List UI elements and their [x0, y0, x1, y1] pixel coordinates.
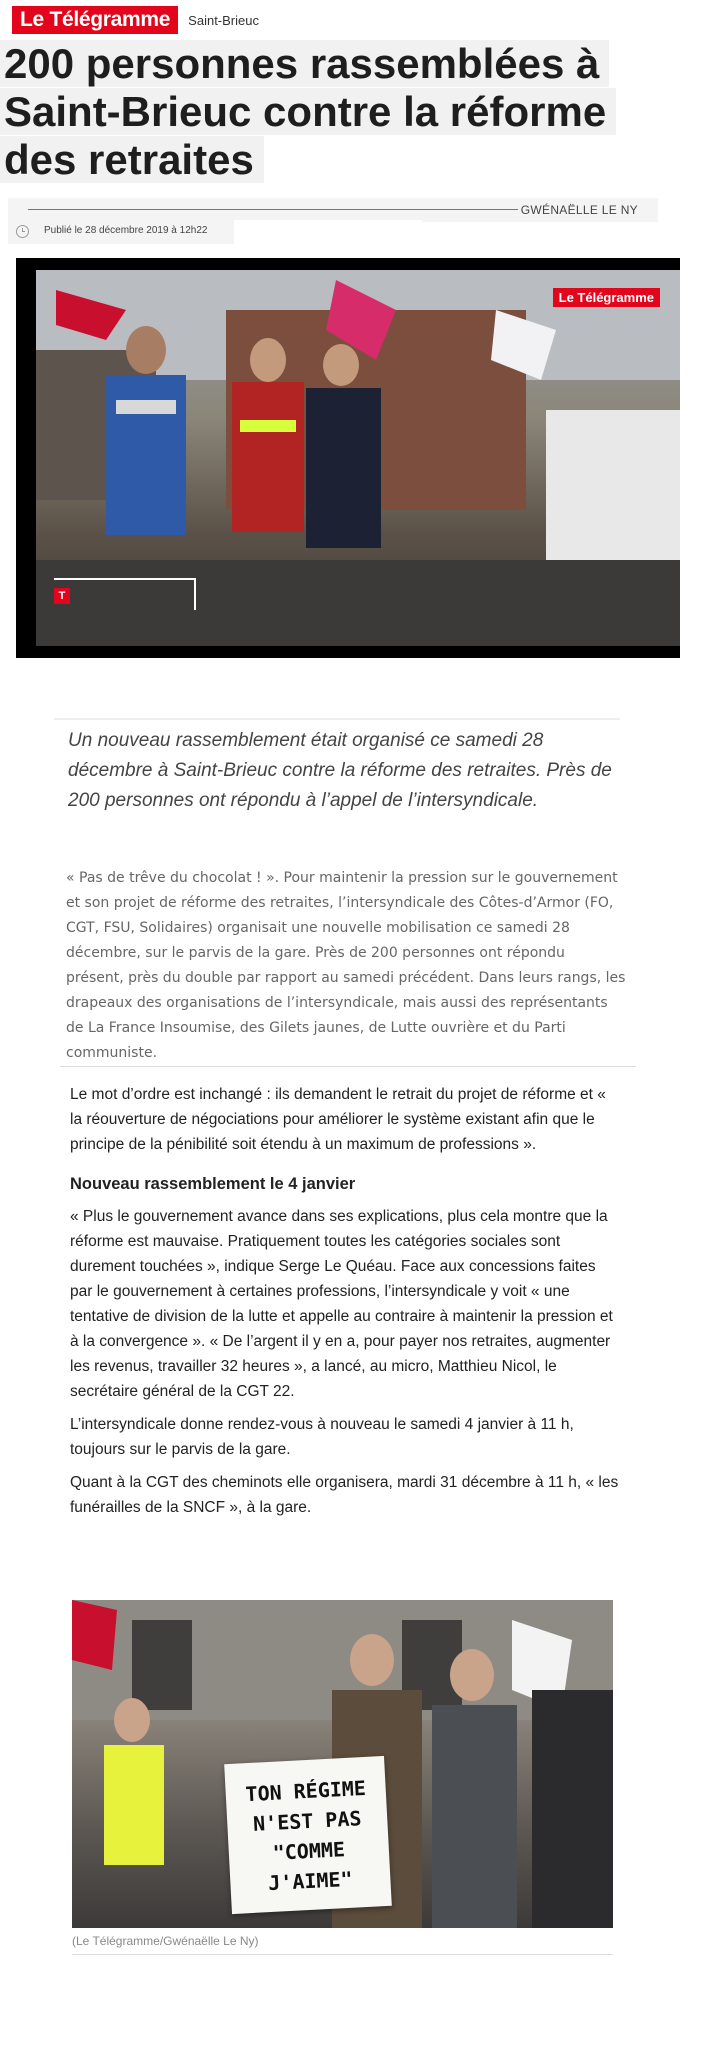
publication-date: Publié le 28 décembre 2019 à 12h22	[44, 225, 208, 236]
protester-head-2	[350, 1634, 394, 1686]
clock-icon	[16, 225, 29, 238]
article-body-intro	[66, 866, 626, 1066]
red-flag	[72, 1600, 117, 1670]
red-vest	[232, 382, 304, 532]
video-player[interactable]	[16, 258, 680, 658]
caption-divider	[72, 1954, 613, 1955]
subheading: Nouveau rassemblement le 4 janvier	[70, 1175, 356, 1193]
publication-row-blank	[234, 220, 422, 244]
site-logo[interactable]: Le Télégramme	[12, 6, 178, 34]
dark-coat	[306, 388, 381, 548]
byline-rule	[28, 209, 518, 210]
article-lead	[54, 718, 620, 816]
person-head	[250, 338, 286, 382]
author-name[interactable]: GWÉNAËLLE LE NY	[520, 203, 638, 217]
yellow-stripe	[240, 420, 296, 432]
video-overlay-frame	[54, 578, 196, 610]
person-head-2	[323, 344, 359, 386]
video-badge-icon: T	[54, 588, 70, 604]
byline	[8, 198, 658, 222]
protester-head	[114, 1698, 150, 1742]
title-block	[0, 40, 610, 184]
city-label[interactable]: Saint-Brieuc	[188, 12, 259, 28]
video-watermark: Le Télégramme	[553, 288, 660, 307]
speaker-jacket	[106, 375, 186, 535]
brand-bar	[12, 6, 259, 34]
article-body	[70, 1082, 620, 1528]
grey-jacket	[432, 1705, 517, 1928]
paragraph-3: « Plus le gouvernement avance dans ses explications, plus cela montre que la réforme est mauvaise. Pratiquement toutes les catégories sociales sont durement touchées », indique Serge Le Quéau. Face aux concessions faites par le gouvernement à certaines professions, l’intersyndicale y voit « une tentative de division de la lutte et appelle au contraire à maintenir la pression et à la convergence ». « De l’argent il y en a, pour payer nos retraites, augmenter les revenus, travailler 32 heures », a lancé, au micro, Matthieu Nicol, le secrétaire général de la CGT 22.	[70, 1208, 613, 1400]
publication-row	[8, 220, 422, 244]
paragraph-1: « Pas de trêve du chocolat ! ». Pour maintenir la pression sur le gouvernement et son projet de réforme des retraites, l’intersyndicale des Côtes-d’Armor (FO, CGT, FSU, Solidaires) organisait une nouvelle mobilisation ce samedi 28 décembre, sur le parvis de la gare. Près de 200 personnes ont répondu présent, près du double par rapport au samedi précédent. Dans leurs rangs, les drapeaux des organisations de l’intersyndicale, mais aussi des représentants de La France Insoumise, des Gilets jaunes, de Lutte ouvrière et du Parti communiste.	[66, 870, 626, 1061]
yellow-vest	[104, 1745, 164, 1865]
article-title	[0, 40, 610, 184]
reflective-stripe	[116, 400, 176, 414]
article-title-text: 200 personnes rassemblées à Saint-Brieuc contre la réforme des retraites	[0, 40, 616, 183]
protester-head-3	[450, 1649, 494, 1701]
lead-text: Un nouveau rassemblement était organisé ce samedi 28 décembre à Saint-Brieuc contre la réforme des retraites. Près de 200 personnes ont répondu à l’appel de l’intersyndicale.	[68, 730, 612, 811]
photo-caption: (Le Télégramme/Gwénaëlle Le Ny)	[72, 1934, 259, 1948]
paragraph-2: Le mot d’ordre est inchangé : ils demandent le retrait du projet de réforme et « la réouverture de négociations pour améliorer le système existant afin que le principe de la pénibilité soit étendu à un maximum de professions ».	[70, 1086, 606, 1153]
paragraph-4: L’intersyndicale donne rendez-vous à nouveau le samedi 4 janvier à 11 h, toujours sur le parvis de la gare.	[70, 1416, 574, 1458]
protest-sign	[224, 1756, 392, 1914]
article-photo[interactable]	[72, 1600, 613, 1928]
speaker-head	[126, 326, 166, 374]
van-shape	[546, 410, 680, 560]
sign-text: TON RÉGIME N'EST PAS "COMME J'AIME"	[244, 1775, 367, 1896]
dark-figure	[532, 1690, 613, 1928]
paragraph-5: Quant à la CGT des cheminots elle organisera, mardi 31 décembre à 11 h, « les funérailles de la SNCF », à la gare.	[70, 1474, 619, 1516]
divider	[60, 1066, 636, 1067]
arched-window	[132, 1620, 192, 1710]
